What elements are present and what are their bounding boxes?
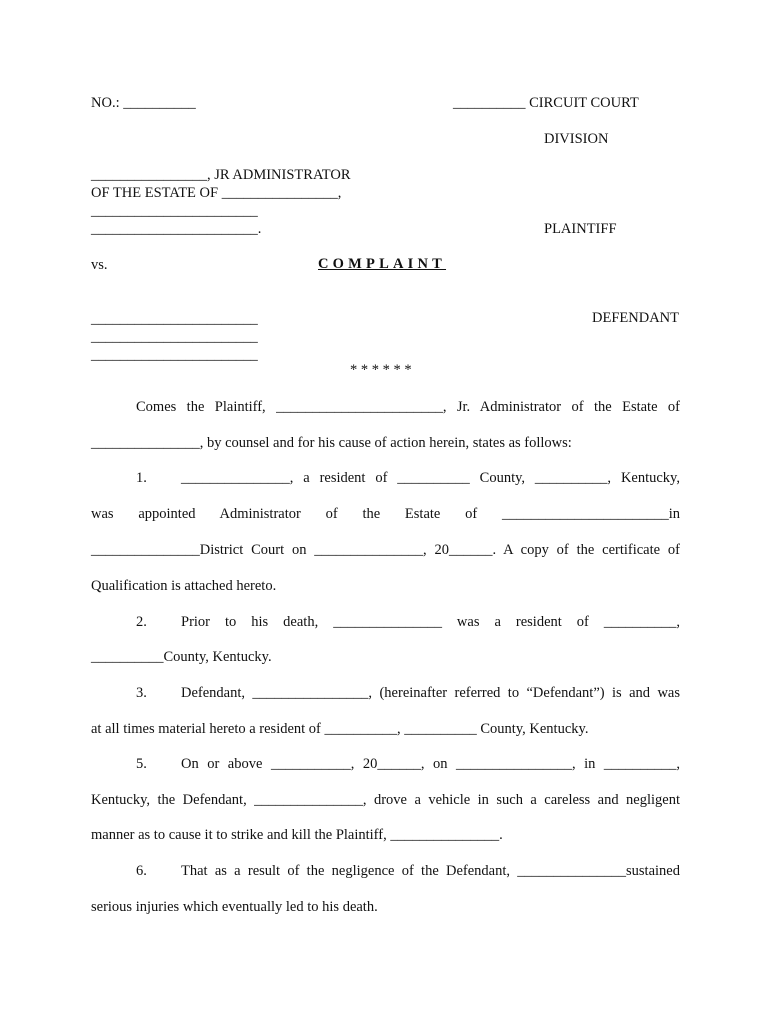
paragraph-2-line-1: Prior to his death, _______________ was a resident of __________, bbox=[181, 614, 680, 630]
paragraph-1-line-1: _______________, a resident of __________ County, __________, Kentucky, bbox=[181, 470, 680, 486]
plaintiff-estate-line: OF THE ESTATE OF ________________, bbox=[91, 185, 342, 201]
defendant-line-3: _______________________ bbox=[91, 347, 258, 363]
paragraph-3-line-1: Defendant, ________________, (hereinafter referred to “Defendant”) is and was bbox=[181, 685, 680, 701]
intro-line-1: Comes the Plaintiff, _______________________, Jr. Administrator of the Estate of bbox=[136, 399, 680, 415]
paragraph-5-line-3: manner as to cause it to strike and kill the Plaintiff, _______________. bbox=[91, 827, 503, 843]
paragraph-6-line-1: That as a result of the negligence of the Defendant, _______________sustained bbox=[181, 863, 680, 879]
plaintiff-address-line-2: _______________________. bbox=[91, 221, 262, 237]
paragraph-3-line-2: at all times material hereto a resident of __________, __________ County, Kentucky. bbox=[91, 721, 589, 737]
section-separator: * * * * * * bbox=[350, 362, 412, 378]
paragraph-5-line-2: Kentucky, the Defendant, _______________, drove a vehicle in such a careless and negligent bbox=[91, 792, 680, 808]
court-name: __________ CIRCUIT COURT bbox=[453, 95, 639, 111]
intro-line-2: _______________, by counsel and for his cause of action herein, states as follows: bbox=[91, 435, 572, 451]
paragraph-1-line-2: was appointed Administrator of the Estate of _______________________in bbox=[91, 506, 680, 522]
plaintiff-name-line: ________________, JR ADMINISTRATOR bbox=[91, 167, 351, 183]
plaintiff-address-line-1: _______________________ bbox=[91, 203, 258, 219]
paragraph-1-line-3: _______________District Court on _______________, 20______. A copy of the certificate of bbox=[91, 542, 680, 558]
division-label: DIVISION bbox=[544, 131, 609, 147]
paragraph-1-line-4: Qualification is attached hereto. bbox=[91, 578, 277, 594]
versus-label: vs. bbox=[91, 257, 108, 273]
document-title: COMPLAINT bbox=[318, 256, 447, 272]
paragraph-2-number: 2. bbox=[136, 614, 147, 630]
defendant-line-1: _______________________ bbox=[91, 311, 258, 327]
defendant-label: DEFENDANT bbox=[592, 310, 679, 326]
paragraph-5-number: 5. bbox=[136, 756, 147, 772]
paragraph-6-line-2: serious injuries which eventually led to his death. bbox=[91, 899, 378, 915]
paragraph-2-line-2: __________County, Kentucky. bbox=[91, 649, 272, 665]
paragraph-1-number: 1. bbox=[136, 470, 147, 486]
paragraph-5-line-1: On or above ___________, 20______, on ________________, in __________, bbox=[181, 756, 680, 772]
defendant-line-2: _______________________ bbox=[91, 329, 258, 345]
case-number: NO.: __________ bbox=[91, 95, 196, 111]
plaintiff-label: PLAINTIFF bbox=[544, 221, 617, 237]
paragraph-3-number: 3. bbox=[136, 685, 147, 701]
paragraph-6-number: 6. bbox=[136, 863, 147, 879]
